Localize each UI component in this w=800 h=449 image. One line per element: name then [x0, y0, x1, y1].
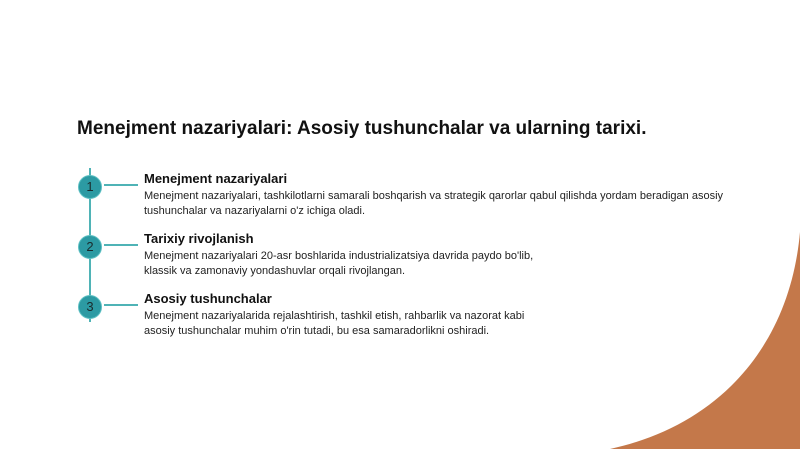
- step-heading: Tarixiy rivojlanish: [144, 231, 254, 246]
- step-description: Menejment nazariyalari 20-asr boshlarida industrializatsiya davrida paydo bo'lib, klassik va zamonaviy yondashuvlar orqali rivojlangan.: [144, 250, 534, 277]
- step-number-badge: 2: [78, 235, 102, 259]
- timeline-connector: [104, 244, 138, 246]
- step-description: Menejment nazariyalarida rejalashtirish, tashkil etish, rahbarlik va nazorat kabi asosiy tushunchalar muhim o'rin tutadi, bu esa samaradorlikni oshiradi.: [144, 310, 525, 337]
- step-heading: Menejment nazariyalari: [144, 171, 288, 186]
- step-number-badge: 3: [78, 295, 102, 319]
- decorative-arc: [610, 232, 800, 449]
- timeline-connector: [104, 304, 138, 306]
- slide-title: Menejment nazariyalari: Asosiy tushunchalar va ularning tarixi.: [77, 118, 647, 139]
- step-number-badge: 1: [78, 175, 102, 199]
- step-description: Menejment nazariyalari, tashkilotlarni samarali boshqarish va strategik qarorlar qabul qilishda yordam beradigan asosiy tushunchalar va nazariyalarni o'z ichiga oladi.: [144, 190, 724, 217]
- timeline-connector: [104, 184, 138, 186]
- step-heading: Asosiy tushunchalar: [144, 291, 272, 306]
